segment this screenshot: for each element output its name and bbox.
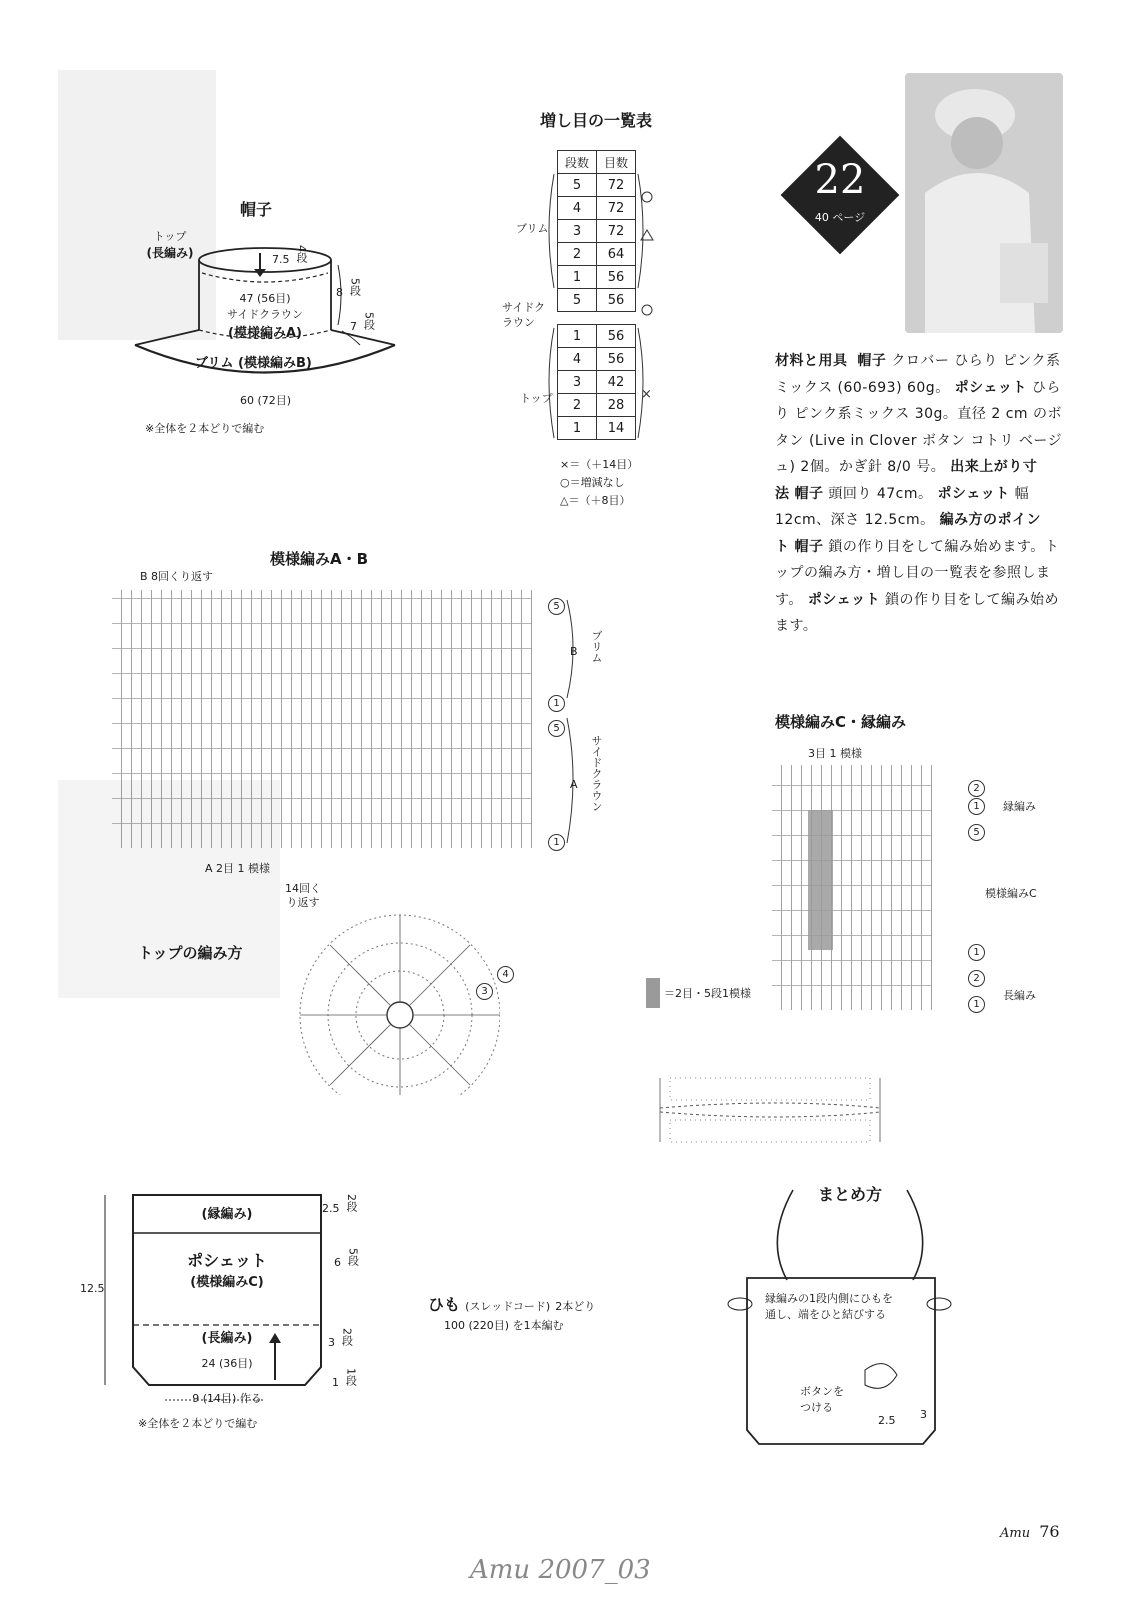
pochette-edge: (縁編み) (201, 1207, 253, 1222)
pattern-c-legend: ＝2目・5段1模様 (646, 978, 751, 1008)
hat-title: 帽子 (240, 200, 273, 219)
row-mark: 5 (548, 720, 565, 737)
increase-legend: ×＝（＋14目） ○＝増減なし △＝（＋8目） (560, 458, 639, 507)
table-row: 5 56 (558, 289, 636, 312)
table-row: 1 56 (558, 266, 636, 289)
table-braces (540, 170, 660, 450)
table-row: 2 64 (558, 243, 636, 266)
materials-text: 材料と用具 帽子 クロバー ひらり ピンク系ミックス (60-693) 60g。 ポシェット ひらり ピンク系ミックス 30g。直径 2 cm のボタン (Live in Clover ボタン コトリ ベージュ) 2個。かぎ針 8/0 号。 出来上がり寸法 帽子 頭回り 47cm。 ポシェット 幅 12cm、深さ 12.5cm。 編み方のポイント 帽子 鎖の作り目をして編み始めます。トップの編み方・増し目の一覧表を参照します。 ポシェット 鎖の作り目をして編み始めます。 (775, 353, 1063, 634)
row-mark: 2 (968, 970, 985, 987)
row-mark: 1 (968, 944, 985, 961)
pattern-ab-title: 模様編みA・B (270, 550, 369, 568)
table-row: 3 72 (558, 220, 636, 243)
pattern-c-dc: 長編み (1003, 989, 1036, 1002)
pochette-body: ポシェット (模様編みC) (187, 1251, 267, 1290)
group-label-top: トップ (520, 392, 553, 405)
footer-page: Amu 76 (1000, 1522, 1060, 1541)
table-row: 3 42 (558, 371, 636, 394)
pattern-c-chart (772, 765, 932, 1010)
model-photo (905, 73, 1063, 333)
top-repeat: 14回くり返す (285, 882, 321, 909)
table-row: 2 28 (558, 394, 636, 417)
col-rows: 段数 (558, 151, 597, 174)
row-mark: 4 (497, 966, 514, 983)
finish-note: 縁編みの1段内側にひもを 通し、端をひと結びする (765, 1292, 893, 1321)
pattern-a-repeat: A 2目 1 模様 (205, 862, 271, 875)
table-row: 4 72 (558, 197, 636, 220)
hat-crown-labels: 47 (56目) サイドクラウン (模様編みA) (226, 292, 303, 341)
top-chart (265, 885, 500, 1095)
finish-title: まとめ方 (818, 1185, 883, 1204)
pochette-width: 24 (36目) (201, 1357, 253, 1370)
badge-page: 40 ページ (814, 211, 866, 224)
hat-side-height: 8 5段 (336, 278, 362, 299)
svg-text:×: × (641, 387, 652, 402)
section-a-name: サイドクラウン (590, 735, 603, 812)
row-mark: 2 (968, 780, 985, 797)
col-stitches: 目数 (597, 151, 636, 174)
watermark: Amu 2007_03 (470, 1555, 651, 1585)
pochette-base: 9 (14目) 作る (192, 1392, 262, 1405)
row-mark: 5 (548, 598, 565, 615)
row-mark: 1 (548, 834, 565, 851)
table-row: 1 56 (558, 325, 636, 348)
pochette-h-base: 1 1段 (332, 1368, 358, 1389)
table-row: 4 56 (558, 348, 636, 371)
pattern-badge (780, 135, 900, 255)
pochette-h-dc: 3 2段 (328, 1328, 354, 1349)
hat-brim-width: 60 (72目) (240, 394, 292, 407)
section-b: B (570, 645, 578, 658)
section-a: A (570, 778, 578, 791)
pochette-height: 12.5 (80, 1282, 105, 1295)
legend-swatch (646, 978, 660, 1008)
pochette-note: ※全体を２本どりで編む (138, 1417, 258, 1430)
group-label-side-crown: サイドクラウン (502, 301, 546, 329)
badge-number: 22 (814, 157, 866, 203)
pattern-c-title: 模様編みC・縁編み (775, 713, 907, 731)
finish-button: ボタンを つける (800, 1385, 844, 1414)
table-row: 1 14 (558, 417, 636, 440)
section-b-name: ブリム (590, 630, 603, 663)
row-mark: 5 (968, 824, 985, 841)
row-mark: 1 (548, 695, 565, 712)
cord-info: ひも (スレッドコード) 2本どり 100 (220目) を1本編む (428, 1295, 596, 1332)
pochette-h-pattern: 6 5段 (334, 1248, 360, 1269)
finish-dim2: 3 (920, 1408, 927, 1421)
increase-table-title: 増し目の一覧表 (540, 111, 653, 130)
pochette-h-edge: 2.5 2段 (322, 1194, 358, 1215)
pattern-c-edge: 縁編み (1003, 800, 1036, 813)
pattern-b-repeat: B 8回くり返す (140, 570, 214, 583)
pochette-dc: (長編み) (201, 1331, 253, 1346)
hat-brim-label: ブリム (模様編みB) (195, 356, 312, 371)
row-mark: 1 (968, 996, 985, 1013)
pattern-ab-chart (112, 590, 532, 848)
top-title: トップの編み方 (138, 944, 243, 962)
row-mark: 1 (968, 798, 985, 815)
hat-brim-height: 7 5段 (350, 312, 376, 333)
hat-top-label: トップ (長編み) (146, 230, 194, 260)
finish-dim1: 2.5 (878, 1414, 896, 1427)
group-label-brim: ブリム (516, 222, 549, 235)
pattern-c-repeat: 3目 1 模様 (808, 747, 862, 760)
table-row: 5 72 (558, 174, 636, 197)
hat-top-depth: 7.5 4段 (272, 245, 308, 266)
pattern-c-highlight (808, 810, 833, 950)
pochette-base-chart (640, 1068, 900, 1148)
row-mark: 3 (476, 983, 493, 1000)
hat-note: ※全体を２本どりで編む (145, 422, 265, 435)
pattern-ab-braces (565, 598, 585, 848)
pattern-c-pattern: 模様編みC (985, 887, 1037, 900)
